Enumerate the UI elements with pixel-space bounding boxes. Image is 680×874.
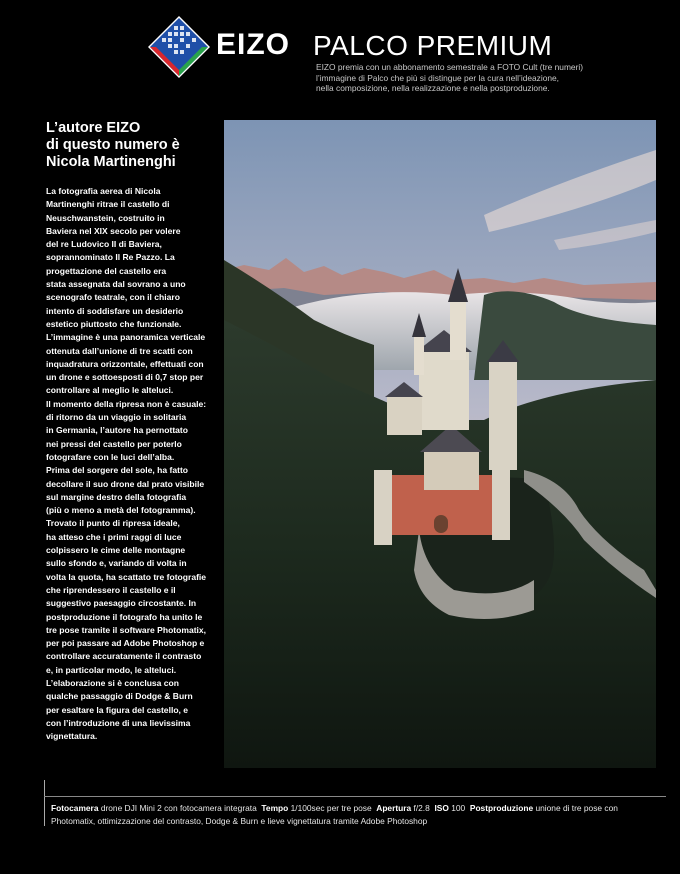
technical-data xyxy=(51,802,618,828)
body-line: di ritorno da un viaggio in solitaria xyxy=(46,412,187,423)
title-line: Nicola Martinenghi xyxy=(46,154,176,170)
body-line: intento di soddisfare un desiderio xyxy=(46,305,184,316)
body-line: Il momento della ripresa non è casuale: xyxy=(46,398,207,409)
title-line: di questo numero è xyxy=(46,137,180,153)
body-line: postproduzione il fotografo ha unito le xyxy=(46,611,203,622)
label: ISO xyxy=(434,803,449,813)
value: drone DJI Mini 2 con fotocamera integrata xyxy=(100,803,257,813)
label: Fotocamera xyxy=(51,803,99,813)
body-line: qualche passaggio di Dodge & Burn xyxy=(46,691,193,702)
body-line: progettazione del castello era xyxy=(46,265,167,276)
body-line: ha atteso che i primi raggi di luce xyxy=(46,531,182,542)
label: Apertura xyxy=(376,803,412,813)
tagline-line: l’immagine di Palco che più si distingue per la cura nell’ideazione, xyxy=(316,72,560,83)
label: Postproduzione xyxy=(469,803,534,813)
body-line: Neuschwanstein, costruito in xyxy=(46,212,165,223)
body-line: che riprendessero il castello e il xyxy=(46,584,176,595)
body-line: L’elaborazione si è conclusa con xyxy=(46,677,179,688)
article-body xyxy=(46,185,218,743)
title-line: L’autore EIZO xyxy=(46,120,141,136)
body-line: nei pressi del castello per poterlo xyxy=(46,438,182,449)
body-line: del re Ludovico II di Baviera, xyxy=(46,239,162,250)
body-line: Baviera nel XIX secolo per volere xyxy=(46,225,181,236)
eizo-logo-icon xyxy=(146,14,212,80)
body-line: colpissero le cime delle montagne xyxy=(46,545,186,556)
body-line: e, in particolar modo, le alteluci. xyxy=(46,664,177,675)
body-line: in Germania, l’autore ha pernottato xyxy=(46,425,188,436)
divider xyxy=(44,780,45,826)
body-line: per poi passare ad Adobe Photoshop e xyxy=(46,638,205,649)
body-line: controllare accuratamente il contrasto xyxy=(46,651,202,662)
body-line: soprannominato Il Re Pazzo. La xyxy=(46,252,175,263)
tagline-line: EIZO premia con un abbonamento semestrale a FOTO Cult (tre numeri) xyxy=(316,62,584,72)
body-line: Trovato il punto di ripresa ideale, xyxy=(46,518,180,529)
body-line: inquadratura orizzontale, effettuati con xyxy=(46,358,204,369)
castle-photo xyxy=(224,120,656,768)
section-title: PALCO PREMIUM xyxy=(313,30,553,61)
body-line: sullo sfondo e, variando di volta in xyxy=(46,558,187,569)
body-line: scenografo teatrale, con il chiaro xyxy=(46,292,180,303)
body-line: (più o meno a metà del fotogramma). xyxy=(46,505,196,516)
divider xyxy=(44,796,666,797)
article-title xyxy=(46,120,218,171)
body-line: stata assegnata dal sovrano a uno xyxy=(46,279,186,290)
tagline xyxy=(316,62,584,94)
article-column xyxy=(46,120,218,743)
body-line: tre pose tramite il software Photomatix, xyxy=(46,624,207,635)
value: unione di tre pose con xyxy=(535,803,618,813)
body-line: per esaltare la figura del castello, e xyxy=(46,704,189,715)
body-line: Martinenghi ritrae il castello di xyxy=(46,199,170,210)
tagline-line: nella composizione, nella realizzazione e nella postproduzione. xyxy=(316,83,550,94)
value: 1/100sec per tre pose xyxy=(290,803,372,813)
body-line: fotografare con le luci dell’alba. xyxy=(46,451,175,462)
body-line: ottenuta dall’unione di tre scatti con xyxy=(46,345,193,356)
value: 100 xyxy=(451,803,466,813)
body-line: controllare al meglio le alteluci. xyxy=(46,385,174,396)
brand-name: EIZO xyxy=(216,28,291,61)
body-line: Prima del sorgere del sole, ha fatto xyxy=(46,465,189,476)
body-line: sul margine destro della fotografia xyxy=(46,491,187,502)
body-line: La fotografia aerea di Nicola xyxy=(46,186,161,196)
header xyxy=(0,0,680,108)
body-line: estetico piuttosto che funzionale. xyxy=(46,318,182,329)
label: Tempo xyxy=(261,803,289,813)
body-line: un drone e sottoesposti di 0,7 stop per xyxy=(46,372,204,383)
body-line: con l’introduzione di una lievissima xyxy=(46,717,191,728)
body-line: volta la quota, ha scattato tre fotografie xyxy=(46,571,207,582)
value: Photomatix, ottimizzazione del contrasto, Dodge & Burn e lieve vignettatura tramite Adobe Photoshop xyxy=(51,816,428,826)
value: f/2.8 xyxy=(413,803,430,813)
body-line: suggestivo paesaggio circostante. In xyxy=(46,598,197,609)
body-line: L’immagine è una panoramica verticale xyxy=(46,332,206,343)
body-line: vignettatura. xyxy=(46,731,98,742)
body-line: decollare il suo drone dal prato visibile xyxy=(46,478,205,489)
